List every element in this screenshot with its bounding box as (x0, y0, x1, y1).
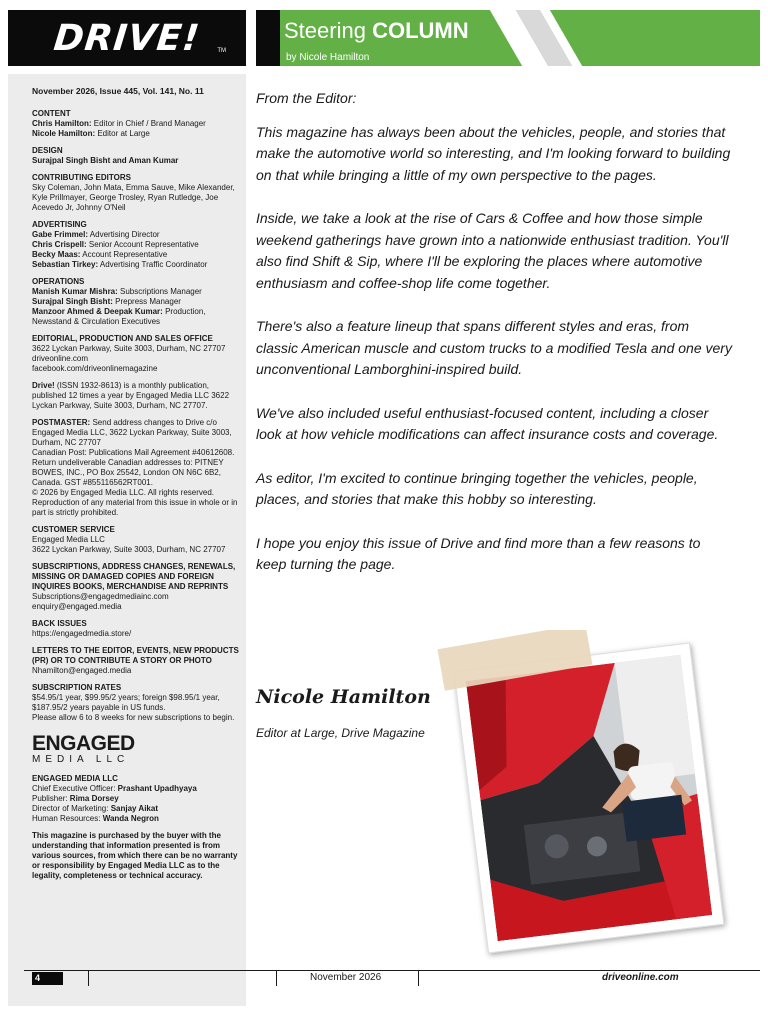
column-title (284, 18, 469, 44)
masthead-line (32, 240, 240, 250)
corporate-name: Wanda Negron (102, 814, 159, 823)
masthead-section (32, 683, 240, 723)
masthead-line (32, 297, 240, 307)
masthead-section (32, 619, 240, 639)
masthead-line (32, 156, 240, 166)
engaged-media-logo (32, 733, 240, 766)
masthead-line (32, 119, 240, 129)
masthead-section-heading: SUBSCRIPTIONS, ADDRESS CHANGES, RENEWALS, MISSING OR DAMAGED COPIES AND FOREIGN INQUIRES BOOKS, MERCHANDISE AND REPRINTS (32, 562, 236, 591)
editor-title: Editor at Large, Drive Magazine (256, 726, 425, 740)
masthead-line-name: Gabe Frimmel: (32, 230, 89, 239)
masthead-content (32, 86, 240, 881)
engaged-logo-word: ENGAGED (32, 732, 135, 755)
editorial-greeting: From the Editor: (256, 90, 357, 106)
masthead-line (32, 260, 240, 270)
column-title-light: Steering (284, 18, 366, 43)
masthead-line-name: Chris Crispell: (32, 240, 87, 249)
masthead-line-name: Surajpal Singh Bisht: (32, 297, 113, 306)
masthead-sidebar (8, 74, 246, 1006)
masthead-section-heading: LETTERS TO THE EDITOR, EVENTS, NEW PRODUCTS (PR) OR TO CONTRIBUTE A STORY OR PHOTO (32, 646, 239, 665)
masthead-line-text: 3622 Lyckan Parkway, Suite 3003, Durham, NC 27707 (32, 545, 226, 554)
masthead-line (32, 693, 240, 713)
masthead-line-name: Manish Kumar Mishra: (32, 287, 118, 296)
corporate-line (32, 794, 240, 804)
masthead-line (32, 592, 240, 602)
masthead-section-heading: CUSTOMER SERVICE (32, 525, 115, 534)
masthead-line-text: Prepress Manager (112, 297, 181, 306)
masthead-line-text: 3622 Lyckan Parkway, Suite 3003, Durham, NC 27707 (32, 344, 226, 353)
corporate-heading: ENGAGED MEDIA LLC (32, 774, 118, 783)
masthead-line (32, 666, 240, 676)
footer-website: driveonline.com (602, 972, 679, 983)
masthead-line (32, 250, 240, 260)
masthead-line (32, 354, 240, 364)
masthead-line-text: Return undeliverable Canadian addresses to: PITNEY BOWES, INC., PO Box 25542, London ON N6C 6B2, Canada. GST #855116562RT001. (32, 458, 224, 487)
masthead-line (32, 448, 240, 458)
masthead-line-name: Sebastian Tirkey: (32, 260, 99, 269)
footer-rule (24, 970, 760, 971)
masthead-line-name: Manzoor Ahmed & Deepak Kumar: (32, 307, 163, 316)
corporate-section (32, 774, 240, 824)
masthead-line (32, 307, 240, 327)
editorial-paragraph: There's also a feature lineup that spans different styles and eras, from classic American muscle and custom trucks to a modified Tesla and one very unconventional Lamborghini-inspired build. (256, 318, 732, 377)
masthead-section-heading: ADVERTISING (32, 220, 87, 229)
masthead-sections (32, 109, 240, 723)
corporate-line (32, 784, 240, 794)
editor-photo (454, 643, 725, 954)
masthead-line (32, 629, 240, 639)
masthead-section (32, 173, 240, 213)
corporate-role: Chief Executive Officer: (32, 784, 118, 793)
masthead-line-text: Senior Account Representative (86, 240, 199, 249)
corporate-role: Publisher: (32, 794, 70, 803)
editorial-paragraph: As editor, I'm excited to continue bringing together the vehicles, people, places, and stories that make this hobby so interesting. (256, 469, 698, 507)
masthead-line-name: Chris Hamilton: (32, 119, 92, 128)
editorial-paragraph: We've also included useful enthusiast-focused content, including a closer look at how vehicle modifications can affect insurance costs and coverage. (256, 404, 719, 442)
engaged-logo-sub: MEDIA LLC (32, 754, 130, 765)
masthead-section (32, 525, 240, 555)
masthead-section-heading: BACK ISSUES (32, 619, 87, 628)
drive-logo-text: DRIVE! (51, 17, 203, 59)
masthead-line-text: Please allow 6 to 8 weeks for new subscriptions to begin. (32, 713, 235, 722)
masthead-section-heading: DESIGN (32, 146, 63, 155)
masthead-line (32, 364, 240, 374)
corporate-role: Human Resources: (32, 814, 103, 823)
masthead-line-text: Canadian Post: Publications Mail Agreement #40612608. (32, 448, 235, 457)
masthead-line-name: POSTMASTER: (32, 418, 91, 427)
masthead-line-text: Subscriptions@engagedmediainc.com (32, 592, 169, 601)
corporate-name: Sanjay Aikat (110, 804, 158, 813)
corporate-lines (32, 784, 240, 824)
masthead-section (32, 646, 240, 676)
masthead-section-heading: CONTENT (32, 109, 71, 118)
masthead-line-text: Subscriptions Manager (117, 287, 202, 296)
masthead-line (32, 488, 240, 518)
masthead-section (32, 381, 240, 411)
masthead-section (32, 418, 240, 518)
masthead-line (32, 230, 240, 240)
column-header-banner (256, 10, 760, 66)
masthead-line-text: Engaged Media LLC (32, 535, 105, 544)
masthead-line (32, 602, 240, 612)
masthead-line (32, 535, 240, 545)
masthead-section (32, 277, 240, 327)
masthead-line-text: © 2026 by Engaged Media LLC. All rights reserved. Reproduction of any material from this issue in whole or in part is strictly prohibited. (32, 488, 238, 517)
masthead-line (32, 458, 240, 488)
masthead-line (32, 344, 240, 354)
masthead-line-text: Advertising Director (88, 230, 160, 239)
corporate-name: Prashant Upadhyaya (117, 784, 197, 793)
editorial-paragraphs (256, 122, 734, 576)
banner-black-edge (256, 10, 280, 66)
footer-date: November 2026 (310, 972, 382, 983)
trademark-mark: TM (217, 48, 226, 54)
masthead-line-name: Becky Maas: (32, 250, 81, 259)
masthead-line-text: Editor in Chief / Brand Manager (91, 119, 206, 128)
footer-divider (276, 970, 277, 986)
corporate-role: Director of Marketing: (32, 804, 111, 813)
masthead-section-heading: EDITORIAL, PRODUCTION AND SALES OFFICE (32, 334, 213, 343)
footer-divider (418, 970, 419, 986)
page-number: 4 (32, 972, 63, 985)
editor-signature: Nicole Hamilton (256, 686, 431, 708)
masthead-line-text: https://engagedmedia.store/ (32, 629, 132, 638)
masthead-line (32, 129, 240, 139)
editorial-paragraph: This magazine has always been about the vehicles, people, and stories that make the automotive world so interesting, and I'm looking forward to building on that while bringing a little of my own perspective to the pages. (256, 123, 731, 183)
drive-logo (8, 10, 246, 66)
editor-photo-area (410, 630, 756, 966)
masthead-line-name: Nicole Hamilton: (32, 129, 96, 138)
masthead-line-text: enquiry@engaged.media (32, 602, 122, 611)
masthead-line-text: driveonline.com (32, 354, 89, 363)
masthead-line-text: Advertising Traffic Coordinator (98, 260, 208, 269)
corporate-line (32, 804, 240, 814)
masthead-line-text: Sky Coleman, John Mata, Emma Sauve, Mike Alexander, Kyle Prillmayer, George Trosley, Ryan Rutledge, Joe Acevedo Jr, Johnny O'Neil (32, 183, 235, 212)
disclaimer-text: This magazine is purchased by the buyer with the understanding that information presented is from various sources, from which there can be no warranty or responsibility by Engaged Media LLC as to the legality, completeness or technical accuracy. (32, 831, 238, 880)
masthead-section (32, 334, 240, 374)
masthead-line-text: Account Representative (80, 250, 168, 259)
masthead-line (32, 713, 240, 723)
masthead-line-text: (ISSN 1932-8613) is a monthly publication, published 12 times a year by Engaged Media LLC 3622 Lyckan Parkway, Suite 3003, Durham, NC 27707. (32, 381, 230, 410)
masthead-section (32, 146, 240, 166)
photo-image (466, 655, 712, 941)
footer-divider (88, 970, 89, 986)
masthead-line (32, 381, 240, 411)
masthead-line-name: Drive! (32, 381, 55, 390)
masthead-line (32, 183, 240, 213)
corporate-line (32, 814, 240, 824)
masthead-line-text: Editor at Large (95, 129, 150, 138)
column-byline: by Nicole Hamilton (286, 52, 370, 63)
masthead-line (32, 545, 240, 555)
masthead-section-heading: OPERATIONS (32, 277, 85, 286)
editorial-body (256, 88, 734, 598)
column-title-bold: COLUMN (372, 18, 469, 43)
masthead-line-text: $54.95/1 year, $99.95/2 years; foreign $98.95/1 year, $187.95/2 years payable in US funds. (32, 693, 220, 712)
masthead-section-heading: SUBSCRIPTION RATES (32, 683, 122, 692)
corporate-name: Rima Dorsey (69, 794, 119, 803)
editorial-paragraph: Inside, we take a look at the rise of Cars & Coffee and how those simple weekend gatherings have grown into a nationwide enthusiast tradition. You'll also find Shift & Sip, where I'll be exploring the places where automotive enthusiasm and coffee-shop life come together. (256, 210, 729, 291)
masthead-section (32, 109, 240, 139)
editorial-paragraph: I hope you enjoy this issue of Drive and find more than a few reasons to keep turning the page. (256, 534, 701, 572)
masthead-section (32, 220, 240, 270)
masthead-line (32, 418, 240, 448)
masthead-line (32, 287, 240, 297)
masthead-section (32, 562, 240, 612)
masthead-line-text: Send address changes to Drive c/o Engaged Media LLC, 3622 Lyckan Parkway, Suite 3003, Durham, NC 27707 (32, 418, 232, 447)
issue-info: November 2026, Issue 445, Vol. 141, No. 11 (32, 86, 204, 96)
masthead-line-text: Nhamilton@engaged.media (32, 666, 132, 675)
masthead-section-heading: CONTRIBUTING EDITORS (32, 173, 131, 182)
masthead-line-name: Surajpal Singh Bisht and Aman Kumar (32, 156, 179, 165)
masthead-line-text: facebook.com/driveonlinemagazine (32, 364, 158, 373)
car-engine-illustration (466, 655, 712, 941)
masthead-line-text: Production, Newsstand & Circulation Executives (32, 307, 206, 326)
